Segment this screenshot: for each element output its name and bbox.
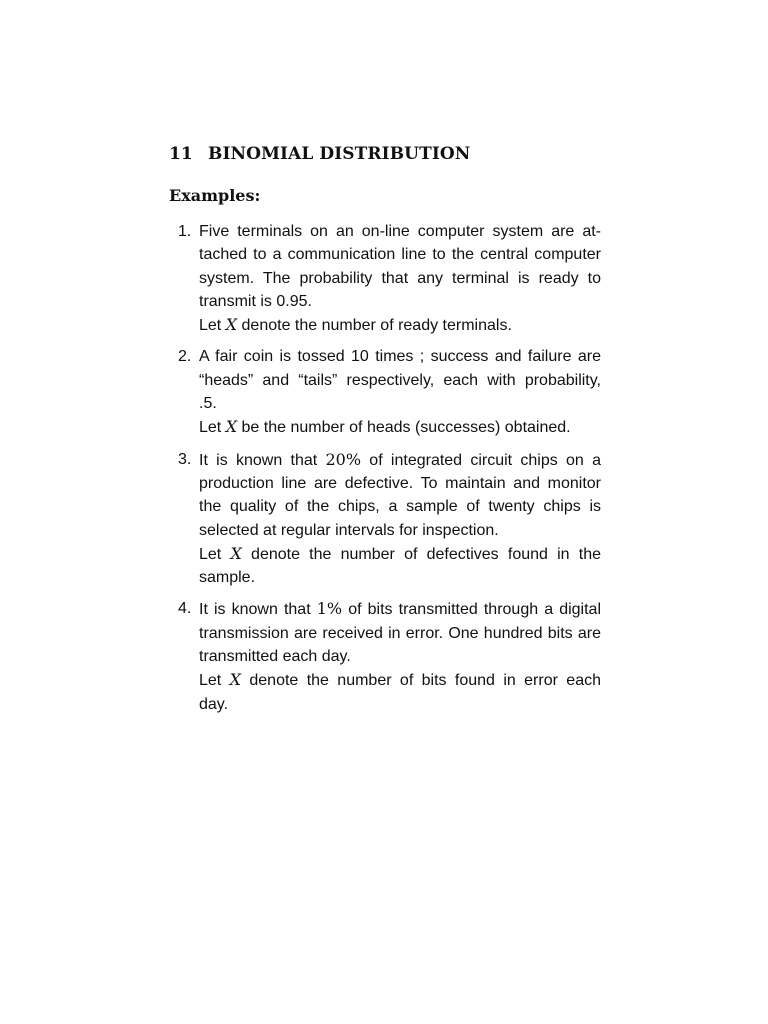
example-text-line: production line are defective. To maintain and monitor [199, 474, 601, 492]
example-item-4 [169, 597, 601, 715]
example-text-line: sample. [199, 569, 256, 587]
let-text: Let [199, 419, 226, 437]
examples-list [169, 220, 601, 724]
let-text: Let [199, 672, 230, 690]
definition-text: denote the number of bits found in error each [241, 672, 602, 690]
example-text-line: transmit is 0.95. [199, 292, 312, 310]
random-variable: X [225, 315, 238, 335]
let-text: Let [199, 545, 231, 563]
example-text-line: transmitted each day. [199, 648, 351, 666]
random-variable: X [230, 543, 242, 563]
example-text-line: selected at regular intervals for inspection. [199, 521, 499, 539]
example-variable-definition [199, 668, 601, 692]
example-item-2 [169, 345, 601, 439]
definition-text: denote the number of ready terminals. [237, 317, 512, 335]
example-number: 3. [178, 450, 192, 468]
definition-text: be the number of heads (successes) obtained. [237, 419, 571, 437]
example-text-line: A fair coin is tossed 10 times ; success and failure are [199, 348, 601, 366]
example-variable-definition [199, 415, 601, 439]
example-variable-definition [199, 542, 601, 566]
percentage: 1% [316, 599, 343, 619]
random-variable: X [225, 417, 238, 437]
examples-heading: Examples: [169, 186, 261, 205]
example-text-line: Five terminals on an on-line computer system are at- [199, 223, 601, 240]
example-number: 4. [178, 600, 192, 618]
example-text-line: .5. [199, 395, 217, 413]
example-variable-definition [199, 313, 601, 337]
example-item-3 [169, 448, 601, 590]
example-item-1 [169, 220, 601, 337]
example-text-line [199, 597, 601, 621]
example-text-line [199, 448, 601, 472]
example-text-line: the quality of the chips, a sample of twenty chips is [199, 498, 601, 516]
example-text-line: system. The probability that any terminal is ready to [199, 269, 601, 287]
example-text-line: day. [199, 695, 229, 713]
text-fragment: of integrated circuit chips on a [361, 451, 601, 469]
text-fragment: It is known that [199, 601, 317, 619]
section-number: 11 [169, 144, 193, 164]
example-text-line: transmission are received in error. One hundred bits are [199, 624, 601, 642]
definition-text: denote the number of defectives found in the [241, 545, 602, 563]
example-number: 2. [178, 348, 192, 366]
text-fragment: It is known that [199, 451, 326, 469]
text-fragment: of bits transmitted through a digital [342, 601, 601, 619]
random-variable: X [229, 670, 242, 690]
section-title: BINOMIAL DISTRIBUTION [208, 144, 471, 164]
let-text: Let [199, 317, 226, 335]
section-heading [169, 144, 470, 164]
example-text-line: tached to a communication line to the central computer [199, 246, 601, 264]
example-number: 1. [178, 223, 192, 240]
example-text-line: “heads” and “tails” respectively, each with probability, [199, 371, 601, 389]
percentage: 20% [325, 449, 362, 469]
